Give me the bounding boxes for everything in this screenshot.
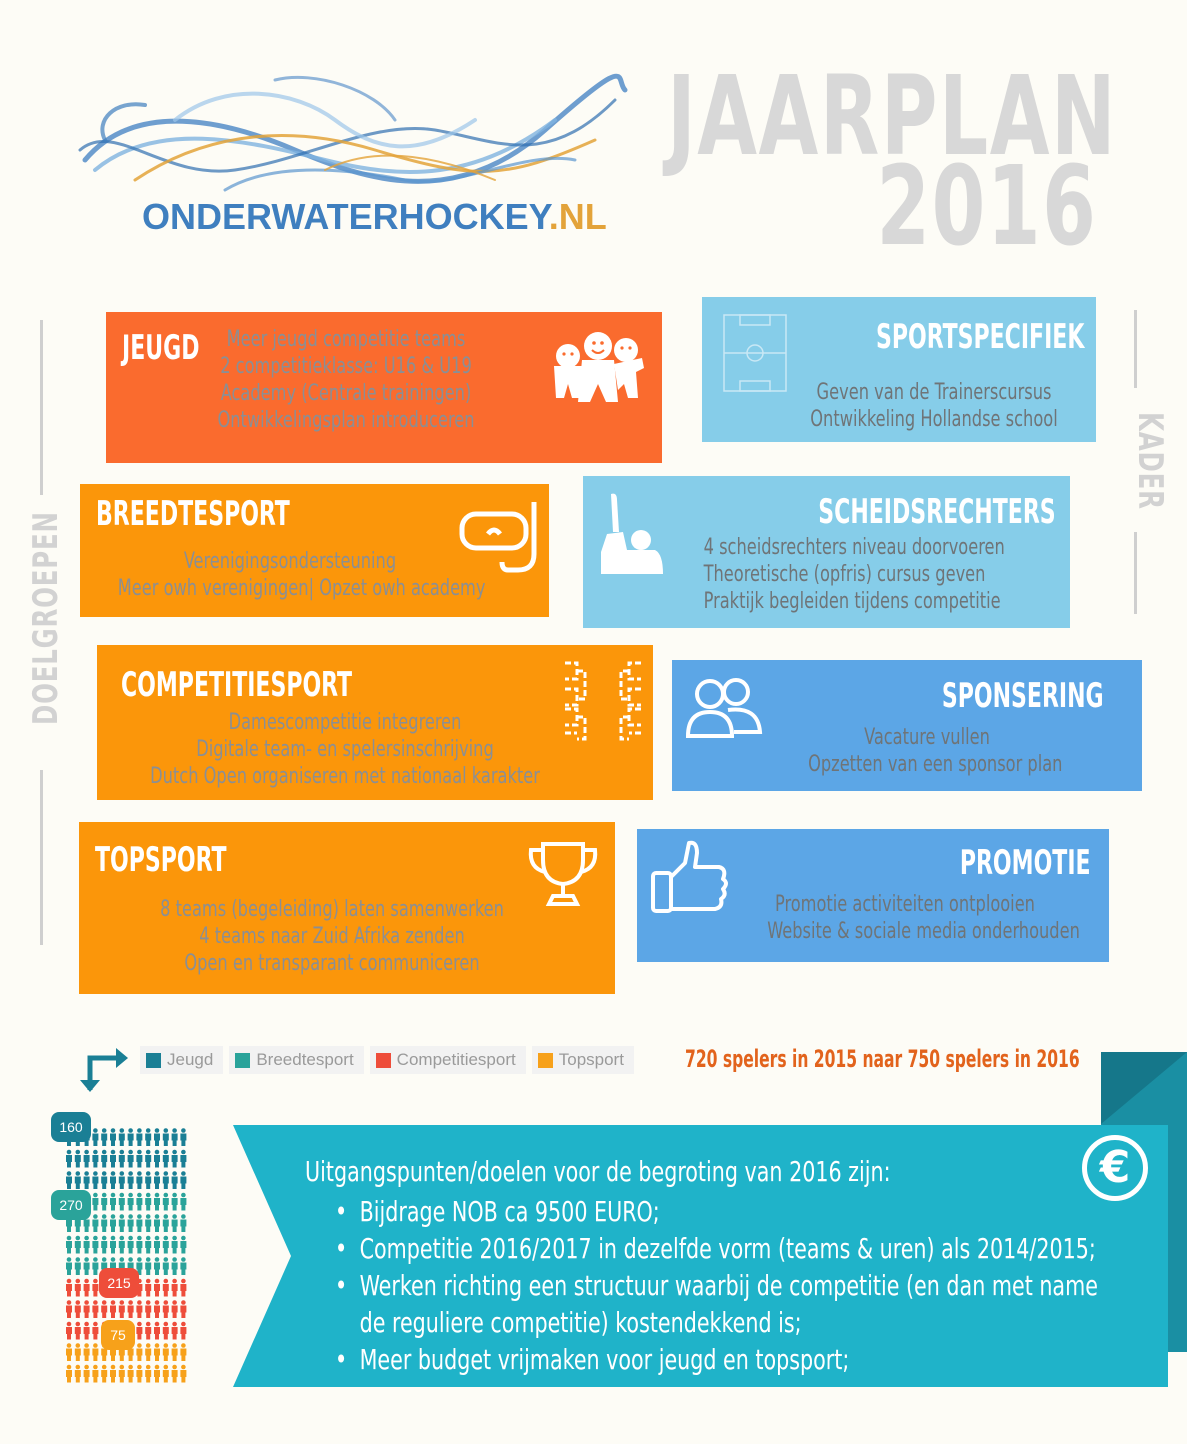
person-figure bbox=[163, 1343, 169, 1361]
person-figure bbox=[145, 1279, 151, 1297]
person-figure bbox=[154, 1128, 160, 1146]
person-figure bbox=[110, 1150, 116, 1168]
person-figure bbox=[92, 1171, 98, 1189]
person-figure bbox=[136, 1171, 142, 1189]
person-figure bbox=[66, 1322, 72, 1340]
person-figure bbox=[145, 1257, 151, 1275]
person-figure bbox=[75, 1171, 81, 1189]
count-badge-breedtesport: 270 bbox=[51, 1190, 91, 1220]
card-line: Promotie activiteiten ontplooien bbox=[775, 892, 1035, 917]
person-figure bbox=[145, 1236, 151, 1254]
card-sponsering-title: SPONSERING bbox=[942, 676, 1104, 716]
count-badge-competitiesport: 215 bbox=[99, 1268, 139, 1298]
arrow-icon bbox=[78, 1044, 130, 1094]
page-title-line1: JAARPLAN bbox=[666, 52, 1117, 180]
card-competitiesport-text bbox=[142, 709, 549, 790]
person-figure bbox=[75, 1343, 81, 1361]
card-line: Verenigingsondersteuning bbox=[183, 549, 397, 574]
person-figure bbox=[119, 1128, 125, 1146]
person-figure bbox=[180, 1257, 186, 1275]
person-figure bbox=[172, 1300, 178, 1318]
card-line: Vacature vullen bbox=[864, 725, 990, 750]
person-figure bbox=[163, 1236, 169, 1254]
person-figure bbox=[136, 1300, 142, 1318]
budget-item bbox=[335, 1193, 1098, 1230]
person-figure bbox=[66, 1171, 72, 1189]
card-line: Ontwikkeling Hollandse school bbox=[810, 407, 1058, 432]
card-jeugd-text bbox=[149, 326, 543, 434]
person-figure bbox=[128, 1150, 134, 1168]
person-figure bbox=[66, 1236, 72, 1254]
card-line: Website & sociale media onderhouden bbox=[767, 919, 1080, 944]
card-line: Academy (Centrale trainingen) bbox=[220, 381, 472, 406]
person-figure bbox=[145, 1128, 151, 1146]
card-sponsering-text bbox=[808, 724, 1063, 778]
budget-item-text: Competitie 2016/2017 in dezelfde vorm (teams & uren) als 2014/2015; bbox=[359, 1232, 1096, 1265]
legend-swatch bbox=[146, 1053, 161, 1068]
person-figure bbox=[180, 1128, 186, 1146]
person-figure bbox=[101, 1300, 107, 1318]
person-figure bbox=[180, 1171, 186, 1189]
person-figure bbox=[154, 1279, 160, 1297]
legend-item-competitiesport bbox=[370, 1046, 526, 1074]
person-figure bbox=[172, 1279, 178, 1297]
person-figure bbox=[172, 1322, 178, 1340]
card-topsport-text bbox=[125, 896, 540, 977]
person-figure bbox=[92, 1150, 98, 1168]
card-line: Dutch Open organiseren met nationaal karakter bbox=[150, 764, 540, 789]
person-figure bbox=[180, 1322, 186, 1340]
person-figure bbox=[145, 1343, 151, 1361]
snorkel-mask-icon bbox=[458, 494, 544, 576]
budget-list bbox=[335, 1193, 1098, 1378]
person-figure bbox=[163, 1193, 169, 1211]
person-figure bbox=[110, 1236, 116, 1254]
card-scheidsrechters-title: SCHEIDSRECHTERS bbox=[818, 492, 1056, 532]
legend-swatch bbox=[538, 1053, 553, 1068]
person-figure bbox=[128, 1365, 134, 1383]
count-badge-jeugd: 160 bbox=[51, 1112, 91, 1142]
card-promotie-title: PROMOTIE bbox=[960, 843, 1091, 883]
person-figure bbox=[75, 1257, 81, 1275]
card-jeugd bbox=[106, 312, 662, 463]
person-figure bbox=[163, 1257, 169, 1275]
person-figure bbox=[180, 1193, 186, 1211]
card-line: Praktijk begleiden tijdens competitie bbox=[703, 589, 1001, 614]
person-figure bbox=[163, 1300, 169, 1318]
card-sportspecifiek-title: SPORTSPECIFIEK bbox=[875, 317, 1084, 357]
card-promotie-text bbox=[767, 891, 1080, 945]
person-figure bbox=[172, 1128, 178, 1146]
person-figure bbox=[84, 1150, 90, 1168]
person-figure bbox=[101, 1214, 107, 1232]
legend-swatch bbox=[376, 1053, 391, 1068]
person-figure bbox=[163, 1171, 169, 1189]
person-figure bbox=[75, 1300, 81, 1318]
person-figure bbox=[66, 1257, 72, 1275]
person-figure bbox=[110, 1128, 116, 1146]
person-figure bbox=[172, 1343, 178, 1361]
person-figure bbox=[163, 1279, 169, 1297]
person-figure bbox=[172, 1150, 178, 1168]
person-figure bbox=[136, 1214, 142, 1232]
card-line: Meer jeugd competitie teams bbox=[226, 327, 466, 352]
divider-right-top bbox=[1134, 310, 1137, 388]
person-figure bbox=[154, 1300, 160, 1318]
person-figure bbox=[119, 1193, 125, 1211]
person-figure bbox=[136, 1322, 142, 1340]
person-figure bbox=[75, 1322, 81, 1340]
legend-item-topsport bbox=[532, 1046, 634, 1074]
card-line: Opzetten van een sponsor plan bbox=[808, 752, 1063, 777]
person-figure bbox=[119, 1365, 125, 1383]
person-figure bbox=[92, 1257, 98, 1275]
card-scheidsrechters bbox=[583, 476, 1070, 628]
person-figure bbox=[172, 1236, 178, 1254]
budget-item-continued bbox=[335, 1304, 1098, 1341]
person-figure bbox=[172, 1171, 178, 1189]
person-figure bbox=[180, 1236, 186, 1254]
person-figure bbox=[136, 1128, 142, 1146]
person-figure bbox=[110, 1300, 116, 1318]
person-figure bbox=[180, 1279, 186, 1297]
card-breedtesport-title: BREEDTESPORT bbox=[96, 494, 290, 534]
person-figure bbox=[92, 1300, 98, 1318]
legend-swatch bbox=[235, 1053, 250, 1068]
person-figure bbox=[66, 1343, 72, 1361]
person-figure bbox=[84, 1279, 90, 1297]
card-line: 8 teams (begeleiding) laten samenwerken bbox=[160, 897, 504, 922]
side-label-doelgroepen: DOELGROEPEN bbox=[26, 511, 66, 725]
person-figure bbox=[119, 1150, 125, 1168]
person-figure bbox=[154, 1343, 160, 1361]
person-figure bbox=[110, 1365, 116, 1383]
card-sportspecifiek bbox=[702, 297, 1096, 442]
person-figure bbox=[145, 1322, 151, 1340]
person-figure bbox=[154, 1257, 160, 1275]
card-sponsering bbox=[672, 660, 1142, 791]
legend bbox=[140, 1046, 634, 1074]
person-figure bbox=[145, 1300, 151, 1318]
person-figure bbox=[163, 1214, 169, 1232]
card-topsport-title: TOPSPORT bbox=[95, 840, 227, 880]
bullet: • bbox=[335, 1269, 348, 1302]
person-figure bbox=[110, 1214, 116, 1232]
person-figure bbox=[128, 1193, 134, 1211]
person-figure bbox=[145, 1171, 151, 1189]
card-breedtesport bbox=[80, 484, 549, 617]
person-figure bbox=[92, 1128, 98, 1146]
referee-icon bbox=[597, 492, 663, 574]
person-figure bbox=[75, 1236, 81, 1254]
person-figure bbox=[92, 1365, 98, 1383]
budget-item bbox=[335, 1341, 1098, 1378]
person-figure bbox=[172, 1365, 178, 1383]
logo-waves bbox=[75, 60, 635, 210]
bracket-icon bbox=[563, 659, 643, 743]
person-figure bbox=[180, 1343, 186, 1361]
person-figure bbox=[154, 1150, 160, 1168]
card-line: Geven van de Trainerscursus bbox=[816, 380, 1052, 405]
bullet: • bbox=[335, 1343, 348, 1376]
bullet: • bbox=[335, 1232, 348, 1265]
person-figure bbox=[92, 1214, 98, 1232]
person-figure bbox=[172, 1193, 178, 1211]
person-figure bbox=[66, 1300, 72, 1318]
person-figure bbox=[180, 1150, 186, 1168]
person-figure bbox=[84, 1257, 90, 1275]
budget-heading: Uitgangspunten/doelen voor de begroting van 2016 zijn: bbox=[305, 1155, 891, 1188]
person-figure bbox=[172, 1214, 178, 1232]
page-title-line2: 2016 bbox=[875, 142, 1097, 270]
person-figure bbox=[180, 1214, 186, 1232]
person-figure bbox=[154, 1322, 160, 1340]
divider-left-bottom bbox=[40, 770, 43, 945]
card-line: 2 competitieklasse: U16 & U19 bbox=[220, 354, 472, 379]
person-figure bbox=[136, 1343, 142, 1361]
person-figure bbox=[92, 1236, 98, 1254]
card-topsport bbox=[79, 822, 615, 994]
person-figure bbox=[84, 1300, 90, 1318]
person-figure bbox=[154, 1365, 160, 1383]
budget-item-text: Werken richting een structuur waarbij de competitie (en dan met name bbox=[359, 1269, 1098, 1302]
person-figure bbox=[154, 1236, 160, 1254]
person-figure bbox=[119, 1300, 125, 1318]
legend-item-breedtesport bbox=[229, 1046, 363, 1074]
legend-label: Competitiesport bbox=[396, 1050, 516, 1069]
person-figure bbox=[75, 1150, 81, 1168]
person-figure bbox=[92, 1279, 98, 1297]
person-figure bbox=[101, 1236, 107, 1254]
budget-item bbox=[335, 1267, 1098, 1304]
person-figure bbox=[128, 1128, 134, 1146]
person-figure bbox=[92, 1343, 98, 1361]
person-figure bbox=[172, 1257, 178, 1275]
card-line: Digitale team- en spelersinschrijving bbox=[196, 737, 494, 762]
card-sportspecifiek-text bbox=[777, 379, 1092, 433]
trophy-icon bbox=[525, 840, 601, 910]
person-figure bbox=[128, 1171, 134, 1189]
budget-item-text: Meer budget vrijmaken voor jeugd en topsport; bbox=[359, 1343, 850, 1376]
person-figure bbox=[75, 1279, 81, 1297]
person-figure bbox=[110, 1171, 116, 1189]
budget-item-text: de reguliere competitie) kostendekkend is; bbox=[359, 1306, 802, 1339]
person-figure bbox=[163, 1365, 169, 1383]
person-figure bbox=[92, 1322, 98, 1340]
card-line: 4 teams naar Zuid Afrika zenden bbox=[199, 924, 465, 949]
card-line: Meer owh verenigingen| Opzet owh academy bbox=[117, 576, 486, 601]
person-figure bbox=[163, 1150, 169, 1168]
card-line: Open en transparant communiceren bbox=[184, 951, 480, 976]
person-figure bbox=[101, 1365, 107, 1383]
person-figure bbox=[145, 1365, 151, 1383]
person-figure bbox=[136, 1150, 142, 1168]
person-figure bbox=[163, 1322, 169, 1340]
field-icon bbox=[722, 313, 788, 393]
person-figure bbox=[136, 1193, 142, 1211]
person-figure bbox=[154, 1171, 160, 1189]
person-figure bbox=[136, 1365, 142, 1383]
person-figure bbox=[66, 1365, 72, 1383]
person-figure bbox=[110, 1193, 116, 1211]
person-figure bbox=[66, 1279, 72, 1297]
card-breedtesport-text bbox=[117, 548, 486, 602]
card-scheidsrechters-text bbox=[703, 534, 1005, 615]
person-figure bbox=[119, 1171, 125, 1189]
count-badge-topsport: 75 bbox=[101, 1320, 135, 1350]
person-figure bbox=[119, 1214, 125, 1232]
person-figure bbox=[92, 1193, 98, 1211]
card-line: Damescompetitie integreren bbox=[228, 710, 462, 735]
budget-item bbox=[335, 1230, 1098, 1267]
card-line: Ontwikkelingsplan introduceren bbox=[217, 408, 475, 433]
person-figure bbox=[136, 1236, 142, 1254]
person-figure bbox=[84, 1171, 90, 1189]
card-jeugd-title: JEUGD bbox=[122, 328, 200, 368]
divider-right-bottom bbox=[1134, 532, 1137, 614]
card-promotie bbox=[637, 829, 1109, 962]
card-line: Theoretische (opfris) cursus geven bbox=[703, 562, 986, 587]
legend-label: Breedtesport bbox=[256, 1050, 354, 1069]
person-figure bbox=[84, 1365, 90, 1383]
person-figure bbox=[145, 1150, 151, 1168]
logo-wordmark: ONDERWATERHOCKEY.NL bbox=[142, 196, 607, 237]
side-label-kader: KADER bbox=[1130, 412, 1170, 510]
divider-left-top bbox=[40, 320, 43, 495]
person-figure bbox=[66, 1150, 72, 1168]
legend-label: Jeugd bbox=[167, 1050, 214, 1069]
person-figure bbox=[101, 1150, 107, 1168]
person-figure bbox=[119, 1236, 125, 1254]
card-competitiesport-title: COMPETITIESPORT bbox=[121, 665, 353, 705]
thumbs-up-icon bbox=[649, 837, 729, 917]
person-figure bbox=[84, 1322, 90, 1340]
person-figure bbox=[84, 1343, 90, 1361]
kids-icon bbox=[552, 328, 648, 404]
banner-fold-corner bbox=[1101, 1052, 1187, 1124]
person-figure bbox=[101, 1193, 107, 1211]
legend-label: Topsport bbox=[558, 1050, 624, 1069]
person-figure bbox=[101, 1171, 107, 1189]
person-figure bbox=[180, 1365, 186, 1383]
person-figure bbox=[75, 1365, 81, 1383]
person-figure bbox=[145, 1193, 151, 1211]
person-figure bbox=[180, 1300, 186, 1318]
card-competitiesport bbox=[97, 645, 653, 800]
euro-icon: € bbox=[1082, 1135, 1148, 1201]
budget-item-text: Bijdrage NOB ca 9500 EURO; bbox=[359, 1195, 660, 1228]
person-figure bbox=[128, 1236, 134, 1254]
person-figure bbox=[154, 1214, 160, 1232]
legend-item-jeugd bbox=[140, 1046, 223, 1074]
person-figure bbox=[101, 1128, 107, 1146]
card-line: 4 scheidsrechters niveau doorvoeren bbox=[703, 535, 1005, 560]
bullet: • bbox=[335, 1195, 348, 1228]
person-figure bbox=[145, 1214, 151, 1232]
people-icon bbox=[684, 674, 764, 740]
person-figure bbox=[84, 1236, 90, 1254]
person-figure bbox=[128, 1214, 134, 1232]
person-figure bbox=[154, 1193, 160, 1211]
person-figure bbox=[128, 1300, 134, 1318]
player-stat: 720 spelers in 2015 naar 750 spelers in 2016 bbox=[685, 1045, 1080, 1073]
person-figure bbox=[163, 1128, 169, 1146]
